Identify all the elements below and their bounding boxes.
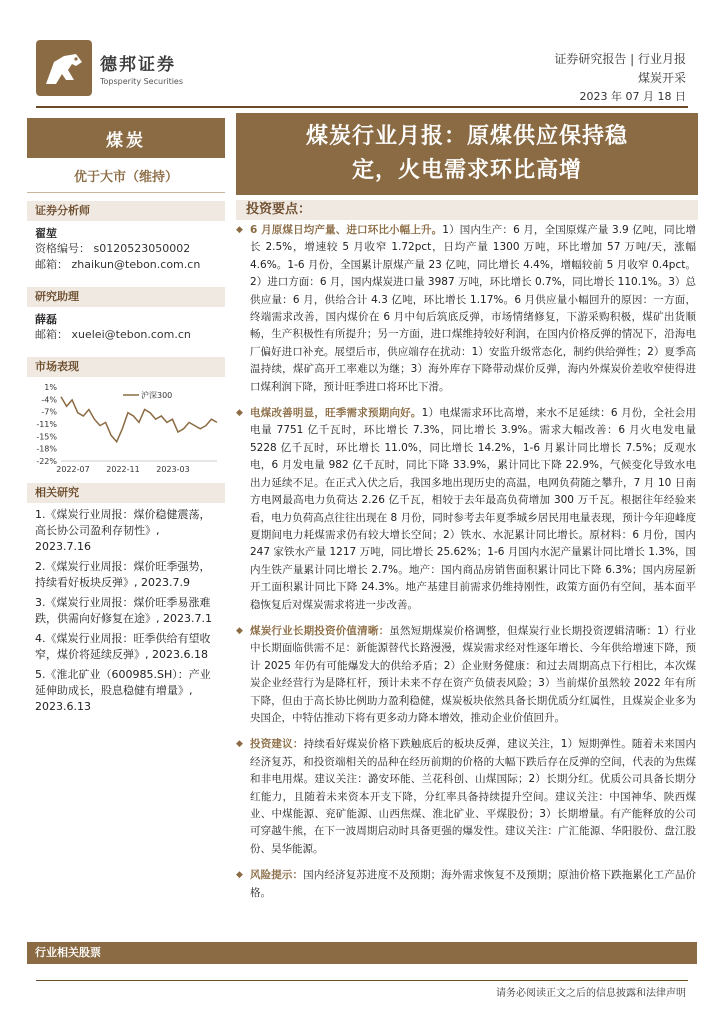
analyst-heading: 证券分析师 — [27, 201, 225, 221]
analyst-email[interactable]: 邮箱： zhaikun@tebon.com.cn — [35, 258, 201, 271]
related-stocks-bar: 行业相关股票 — [27, 942, 697, 964]
legend-label: 沪深300 — [141, 391, 173, 400]
x-tick-label: 2022-07 — [56, 465, 90, 474]
y-tick-label: -7% — [41, 407, 57, 417]
topsperity-logo-icon — [36, 40, 92, 96]
rating-label: 优于大市（维持） — [27, 158, 225, 193]
key-points-heading: 投资要点： — [236, 200, 698, 220]
point-text: 持续看好煤炭价格下跌触底后的板块反弹，建议关注，1）短期弹性。随着未来国内经济复苏，和投资端相关的品种在经历前期的价格的大幅下跌后存在反弹的空间，代表的为焦煤和非电用煤。建议关注：潞安环能、兰花科创、山煤国际；2）长期分红。优质公司具备长期分红能力，且随着未来资本开支下降，分红率具备持续提升空间。建议关注：中国神华、陕西煤业、中煤能源、兖矿能源、山西焦煤、淮北矿业、平煤股份；3）长期增量。有产能释放的公司可穿越牛熊，在下一波周期启动时具备更强的爆发性。建议关注：广汇能源、华阳股份、盘江股份、昊华能源。 — [250, 738, 696, 855]
analyst-cert: 资格编号： s0120523050002 — [35, 242, 191, 255]
report-type: 证券研究报告 | 行业月报 — [554, 52, 686, 66]
disclaimer-note: 请务必阅读正文之后的信息披露和法律声明 — [496, 988, 686, 999]
y-tick-label: -15% — [36, 432, 57, 442]
point-lead: 煤炭行业长期投资价值清晰： — [250, 624, 390, 637]
x-tick-label: 2023-03 — [156, 465, 190, 474]
y-tick-label: -11% — [36, 420, 57, 429]
related-item[interactable]: 3.《煤炭行业周报：煤价旺季易涨难跌，供需向好修复在途》, 2023.7.1 — [35, 596, 212, 625]
analyst-name: 翟堃 — [35, 227, 57, 240]
point-lead: 投资建议： — [250, 738, 304, 751]
title-line: 煤炭行业月报：原煤供应保持稳 — [305, 124, 628, 149]
related-list — [27, 507, 225, 715]
related-heading: 相关研究 — [27, 483, 225, 503]
related-item[interactable]: 4.《煤炭行业周报：旺季供给有望收窄，煤价将延续反弹》, 2023.6.18 — [35, 632, 211, 661]
point-supply — [236, 222, 696, 396]
point-text: 1）电煤需求环比高增，来水不足延续：6 月份，全社会用电量 7751 亿千瓦时，环比增长 7.3%，同比增长 3.9%。需求大幅改善：6 月火电发电量 5228 亿千瓦时，环比增长 11.0%，同比增长 14.2%，1-6 月累计同比增长 7.5%；反观水电，6 月发电量 982 亿千瓦时，同比下降 33.9%，累计同比下降 22.9%，气候变化导致水电出力延续不足。在正式入伏之后，我国多地出现历史的高温，电网负荷随之攀升，7 月 10 日南方电网最高电力负荷达 2.26 亿千瓦，相较于去年最高负荷增加 300 万千瓦。根据往年经验来看，电力负荷高点往往出现在 8 月份，同时参考去年夏季城乡居民用电量表现，预计今年迎峰度夏期间电力耗煤需求仍有较大增长空间；2）铁水、水泥累计同比增长。原材料：6 月份，国内 247 家铁水产量 1217 万吨，同比增长 25.62%；1-6 月国内水泥产量累计同比增长 1.3%，国内生铁产量累计同比增长 2.7%。地产：国内商品房销售面积累计同比下降 6.3%；国内房屋新开工面积累计同比下降 24.3%。地产基建目前需求仍维持刚性，政策方面仍有空间，基本面平稳恢复后对煤炭需求将进一步改善。 — [250, 407, 697, 611]
brand-logo — [36, 40, 206, 96]
brand-name-en: Topsperity Securities — [100, 77, 184, 86]
series-line-hs300 — [61, 397, 217, 442]
brand-name: 德邦证券 — [100, 55, 176, 75]
y-tick-label: -22% — [36, 457, 57, 466]
header-divider — [36, 106, 688, 108]
y-tick-label: 1% — [44, 383, 57, 392]
point-demand — [236, 405, 696, 614]
sector-label: 煤炭 — [27, 118, 225, 158]
footer-divider — [36, 980, 688, 981]
y-tick-label: -18% — [36, 444, 57, 454]
related-item[interactable]: 2.《煤炭行业周报：煤价旺季强势，持续看好板块反弹》, 2023.7.9 — [35, 560, 211, 589]
point-advice — [236, 736, 696, 858]
point-long-term — [236, 623, 696, 727]
report-title — [236, 113, 698, 195]
market-chart-svg — [27, 381, 225, 477]
assistant-name: 薛磊 — [35, 313, 57, 326]
point-lead: 电煤改善明显，旺季需求预期向好。 — [250, 407, 422, 420]
point-risk — [236, 867, 696, 902]
key-points — [236, 222, 696, 902]
point-text: 1）国内生产：6 月，全国原煤产量 3.9 亿吨，同比增长 2.5%，增速较 5 月收窄 1.72pct，日均产量 1300 万吨，环比增加 57 万吨/天，涨幅 4.6%。1-6 月份，全国累计原煤产量 23 亿吨，同比增长 4.4%，增幅较前 5 月收窄 0.4pct。2）进口方面：6 月，国内煤炭进口量 3987 万吨，环比增长 0.7%，同比增长 110.1%。3）总供应量：6 月，供给合计 4.3 亿吨，环比增长 1.17%。6 月供应量小幅回升的原因：一方面，终端需求改善，国内煤价在 6 月中旬后筑底反弹，市场情绪修复，下游采购积极，煤矿出货顺畅，生产积极性有所提升；另一方面，进口煤维持较好利润，在国内价格反弹的情况下，沿海电厂偏好进口补充。展望后市，供应端存在扰动：1）安监升级常态化，制约供给弹性；2）夏季高温持续，煤矿高开工率难以为继；3）海外库存下降带动煤价反弹，海内外煤炭价差收窄使得进口煤利润下降，预计旺季进口将环比下滑。 — [250, 224, 696, 393]
market-chart — [27, 381, 225, 477]
industry-label: 煤炭开采 — [637, 71, 686, 85]
point-text: 虽然短期煤炭价格调整，但煤炭行业长期投资逻辑清晰：1）行业中长期面临供需不足：新能源替代长路漫漫，煤炭需求经对性逐年增长、今年供给增速下降，预计 2025 年仍有可能爆发大的供给矛盾；2）企业财务健康：和过去周期高点下行相比，本次煤炭企业经营行为是降杠杆，预计未来不存在资产负债表风险；3）当前煤价虽然较 2022 年有所下降，但由于高长协比例助力盈利稳健，煤炭板块依然具备长期优质分红属性，且煤炭企业多为央国企，中特估推动下将有更多动力降本增效，推动企业价值回升。 — [250, 624, 696, 724]
market-heading: 市场表现 — [27, 357, 225, 377]
sidebar — [27, 118, 225, 719]
report-date: 2023 年 07 月 18 日 — [579, 90, 686, 103]
point-text: 国内经济复苏进度不及预期；海外需求恢复不及预期；原油价格下跌拖累化工产品价格。 — [250, 869, 697, 899]
related-item[interactable]: 1.《煤炭行业周报：煤价稳健震荡，高长协公司盈利存韧性》, 2023.7.16 — [35, 508, 211, 553]
point-lead: 风险提示： — [250, 869, 304, 882]
assistant-email[interactable]: 邮箱： xuelei@tebon.com.cn — [35, 328, 191, 341]
title-line: 定，火电需求环比高增 — [351, 158, 582, 183]
x-tick-label: 2022-11 — [106, 465, 140, 474]
assistant-heading: 研究助理 — [27, 287, 225, 307]
related-item[interactable]: 5.《淮北矿业（600985.SH）：产业延伸助成长，股息稳健有增量》, 2023.6.13 — [35, 668, 211, 713]
y-tick-label: -4% — [41, 395, 57, 405]
point-lead: 6 月原煤日均产量、进口环比小幅上升。 — [250, 224, 443, 236]
